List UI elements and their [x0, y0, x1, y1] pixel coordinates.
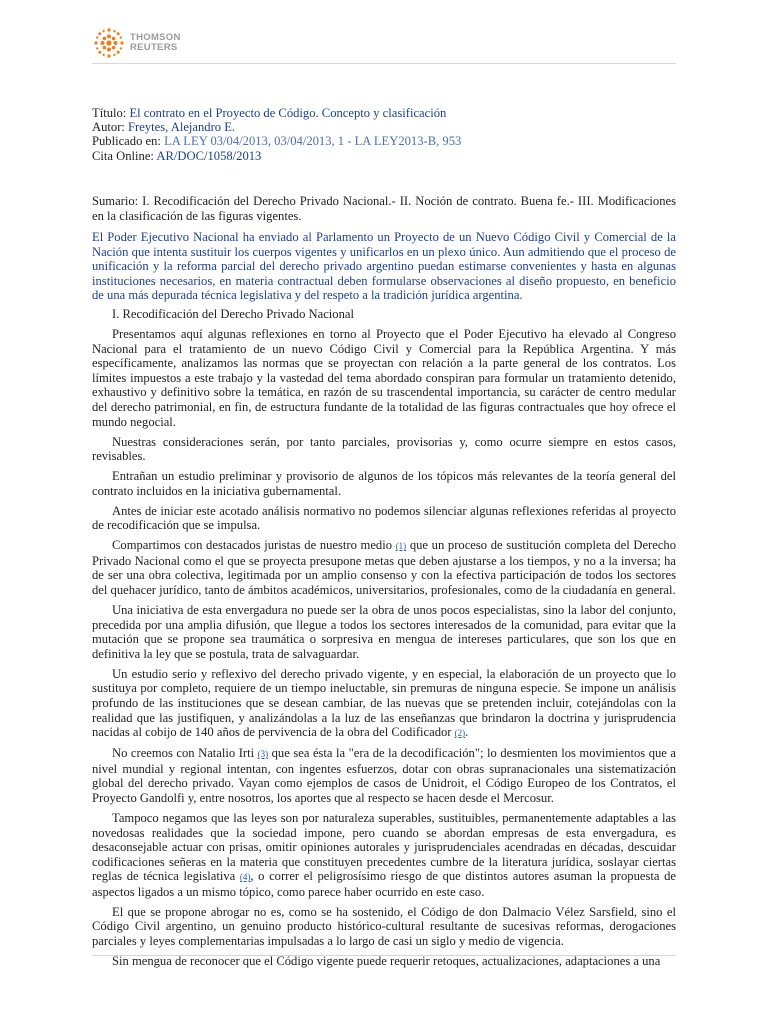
paragraph: El que se propone abrogar no es, como se ha sostenido, el Código de don Dalmacio Vélez Sarsfield, sino el Código Civil argentino, un genuino producto histórico-cultural resultante de sucesivas reformas, derogaciones parciales y leyes complementarias impulsadas a lo largo de casi un siglo y medio de vigencia. — [92, 904, 676, 949]
paragraph — [92, 811, 676, 900]
page-header — [92, 22, 676, 62]
meta-title-value[interactable]: El contrato en el Proyecto de Código. Concepto y clasificación — [129, 106, 447, 120]
meta-cita-value[interactable]: AR/DOC/1058/2013 — [156, 148, 262, 163]
paragraph: Nuestras consideraciones serán, por tanto parciales, provisorias y, como ocurre siempre en estos casos, revisables. — [92, 434, 676, 464]
section-heading: I. Recodificación del Derecho Privado Nacional — [112, 307, 354, 321]
paragraph: Una iniciativa de esta envergadura no puede ser la obra de unos pocos especialistas, sino la labor del conjunto, precedida por una amplia difusión, que llegue a todos los sectores interesados de la comunidad, para evitar que la mutación que se propone sea traumática o sorpresiva en mengua de intereses particulares, que son los que en definitiva la ley que se postula, trata de salvaguardar. — [92, 603, 676, 661]
meta-cita-label: Cita Online: — [92, 148, 154, 163]
footnote-link-2[interactable]: (2) — [454, 728, 466, 739]
footer-divider — [92, 955, 676, 956]
paragraph: Presentamos aquí algunas reflexiones en torno al Proyecto que el Poder Ejecutivo ha elevado al Congreso Nacional para el tratamiento de un nuevo Código Civil y Comercial para la República Argentina. Y más específicamente, analizamos las normas que se proyectan con relación a la parte general de los contratos. Los límites impuestos a este trabajo y la vastedad del tema abordado conspiran para formular un tratamiento detenido, exhaustivo y definitivo sobre la temática, en razón de su trascendental importancia, su carácter de centro medular del derecho patrimonial, en fin, de estructura fundante de la totalidad de las figuras contractuales que hoy ofrece el mundo negocial. — [92, 327, 676, 429]
document-metadata — [92, 106, 676, 163]
article-body — [92, 327, 676, 974]
abstract-text: El Poder Ejecutivo Nacional ha enviado al Parlamento un Proyecto de un Nuevo Código Civil y Comercial de la Nación que intenta sustituir los cuerpos vigentes y unificarlos en un plexo único. Aun admitiendo que el proceso de unificación y la reforma parcial del derecho privado argentino puedan estimarse convenientes y hasta en algunas instituciones necesarios, en materia contractual deben formularse observaciones al diseño propuesto, en beneficio de una más depurada técnica legislativa y del respeto a la tradición jurídica argentina. — [92, 230, 676, 303]
paragraph-text: Compartimos con destacados juristas de nuestro medio — [112, 538, 396, 553]
paragraph-text: que un proceso de sustitución completa del Derecho Privado Nacional como el que se proyecta presupone metas que deben ajustarse a los tiempos, y no a la inversa; ha de ser una obra colectiva, legitimada por un amplio consenso y con la efectiva participación de todos los sectores del quehacer jurídico, tanto de ámbitos académicos, universitarios, profesionales, como de la ciudadanía en general. — [92, 538, 676, 598]
meta-published-label: Publicado en: — [92, 134, 161, 149]
footnote-link-4[interactable]: (4) — [239, 872, 251, 883]
thomson-reuters-logo — [92, 26, 181, 60]
meta-title-row — [92, 106, 676, 120]
meta-published-row — [92, 134, 676, 148]
meta-cita-row — [92, 149, 676, 163]
meta-author-value[interactable]: Freytes, Alejandro E. — [128, 120, 236, 135]
reuters-dot-logo-icon — [92, 26, 126, 60]
paragraph — [92, 538, 676, 597]
document-page — [92, 22, 676, 969]
meta-published-value[interactable]: LA LEY 03/04/2013, 03/04/2013, 1 - LA LEY2013-B, 953 — [164, 134, 462, 149]
summary-text: Sumario: I. Recodificación del Derecho Privado Nacional.- II. Noción de contrato. Buena fe.- III. Modificaciones en la clasificación de las figuras vigentes. — [92, 194, 676, 223]
logo-line-1: THOMSON — [130, 32, 181, 43]
meta-title-label: Título: — [92, 106, 127, 120]
paragraph-text: , o correr el peligrosísimo riesgo de que distintos autores asuman la propuesta de aspectos ligados a un mismo tópico, como parece haber ocurrido en este caso. — [92, 869, 676, 899]
meta-author-row — [92, 120, 676, 134]
paragraph: Antes de iniciar este acotado análisis normativo no podemos silenciar algunas reflexiones referidas al proyecto de recodificación que se impulsa. — [92, 503, 676, 533]
paragraph: Sin mengua de reconocer que el Código vigente puede requerir retoques, actualizaciones, adaptaciones a una — [112, 954, 661, 969]
paragraph-text: Un estudio serio y reflexivo del derecho privado vigente, y en especial, la elaboración de un proyecto que lo sustituya por completo, requiere de un tiempo ineluctable, sin premuras de ninguna especie. Se impone un análisis profundo de las instituciones que se desean cambiar, de las nuevas que se pretenden incluir, cotejándolas con la realidad que las justifiquen, y analizándolas a la luz de las enseñanzas que brindaron la doctrina y jurisprudencia nacidas al cobijo de 140 años de pervivencia de la obra del Codificador — [92, 666, 676, 740]
footnote-link-3[interactable]: (3) — [257, 749, 269, 760]
paragraph — [92, 667, 676, 741]
paragraph: Entrañan un estudio preliminar y provisorio de algunos de los tópicos más relevantes de la teoría general del contrato incluidos en la iniciativa gubernamental. — [92, 469, 676, 498]
paragraph-text: que sea ésta la "era de la decodificación"; lo desmienten los movimientos que a nivel mundial y regional intentan, con ingentes esfuerzos, dotar con obras supranacionales una sistematización global del derecho privado. Vayan como ejemplos de casos de Unidroit, el Código Europeo de los Contratos, el Proyecto Gandolfi y, entre nosotros, los aportes que al respecto se hacen desde el Mercosur. — [92, 746, 676, 805]
paragraph-text: . — [465, 725, 469, 740]
meta-author-label: Autor: — [92, 120, 125, 135]
paragraph-text: Tampoco negamos que las leyes son por naturaleza superables, sustituibles, permanentemente adaptables a las novedosas realidades que la sociedad impone, pero cuando se abordan empresas de esta envergadura, es desaconsejable actuar con prisas, omitir opiniones autorales y jurisprudenciales acendradas en décadas, descuidar codificaciones señeras en la materia que constituyen precedentes cumbre de la literatura jurídica, soslayar ciertas reglas de técnica legislativa — [92, 810, 676, 884]
paragraph — [92, 746, 676, 805]
footnote-link-1[interactable]: (1) — [395, 541, 407, 552]
header-divider — [92, 63, 676, 64]
logo-line-2: REUTERS — [130, 42, 178, 53]
logo-wordmark — [130, 33, 181, 53]
paragraph-text: No creemos con Natalio Irti — [112, 746, 258, 761]
